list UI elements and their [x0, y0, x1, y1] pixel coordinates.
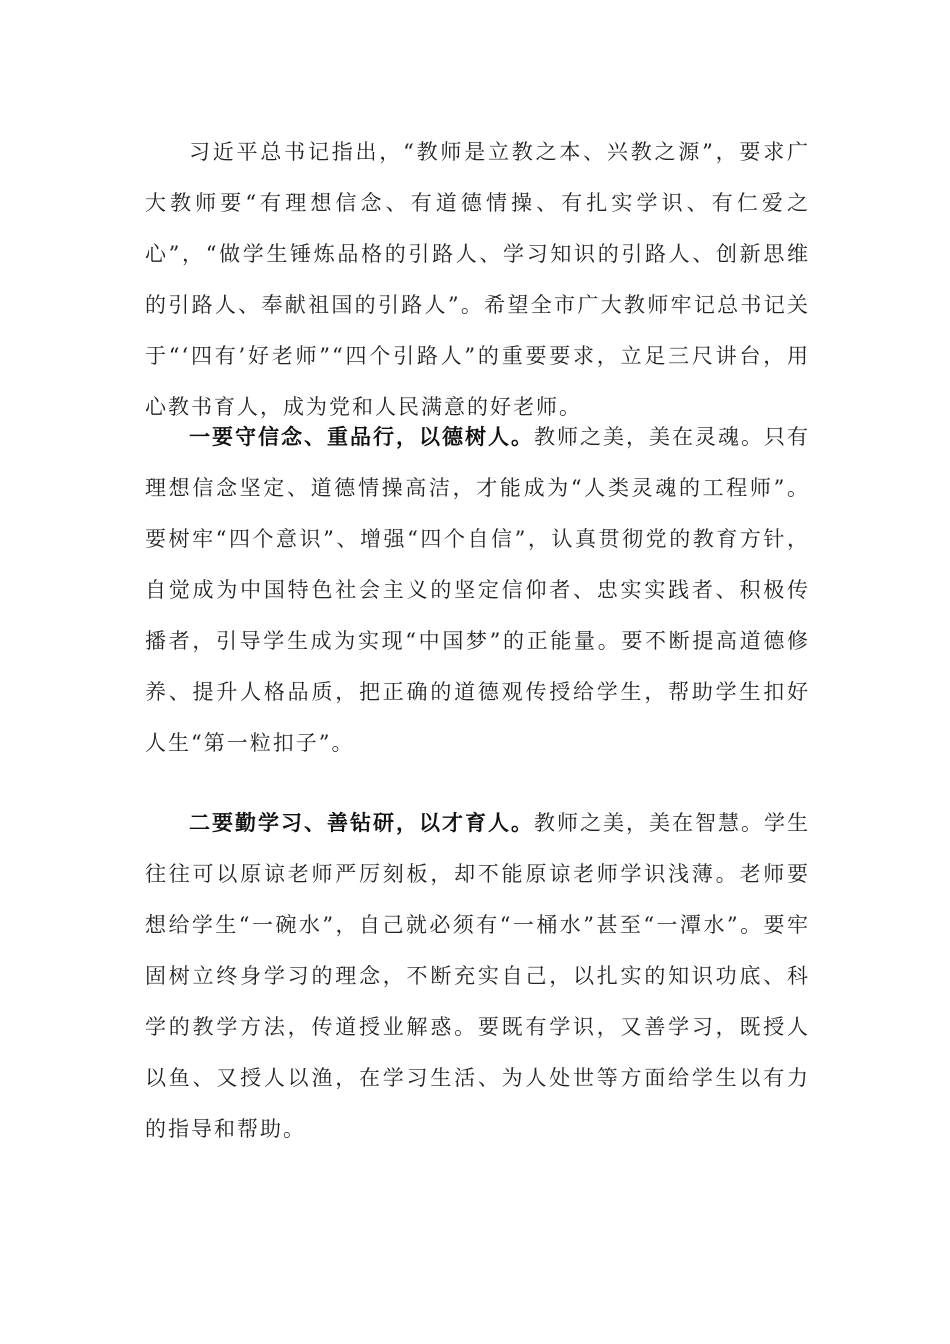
paragraph-body: 教师之美，美在灵魂。只有理想信念坚定、道德情操高洁，才能成为“人类灵魂的工程师”。要树牢“四个意识”、增强“四个自信”，认真贯彻党的教育方针，自觉成为中国特色社会主义的坚定信仰者、忠实实践者、积极传播者，引导学生成为实现“中国梦”的正能量。要不断提高道德修养、提升人格品质，把正确的道德观传授给学生，帮助学生扣好人生“第一粒扣子”。: [145, 425, 810, 755]
paragraph-lead-heading: 一要守信念、重品行，以德树人。: [189, 424, 534, 449]
paragraph-body: 教师之美，美在智慧。学生往往可以原谅老师严厉刻板，却不能原谅老师学识浅薄。老师要想给学生“一碗水”，自己就必须有“一桶水”甚至“一潭水”。要牢固树立终身学习的理念，不断充实自己，以扎实的知识功底、科学的教学方法，传道授业解惑。要既有学识，又善学习，既授人以鱼、又授人以渔，在学习生活、为人处世等方面给学生以有力的指导和帮助。: [145, 811, 810, 1141]
paragraph-point-two: [145, 797, 810, 1155]
paragraph-point-one: [145, 411, 810, 769]
paragraph-intro: [145, 127, 810, 433]
paragraph-lead-heading: 二要勤学习、善钻研，以才育人。: [189, 810, 534, 835]
paragraph-body: 习近平总书记指出，“教师是立教之本、兴教之源”，要求广大教师要“有理想信念、有道德情操、有扎实学识、有仁爱之心”，“做学生锤炼品格的引路人、学习知识的引路人、创新思维的引路人、奉献祖国的引路人”。希望全市广大教师牢记总书记关于“‘四有’好老师”“四个引路人”的重要要求，立足三尺讲台，用心教书育人，成为党和人民满意的好老师。: [145, 140, 810, 419]
